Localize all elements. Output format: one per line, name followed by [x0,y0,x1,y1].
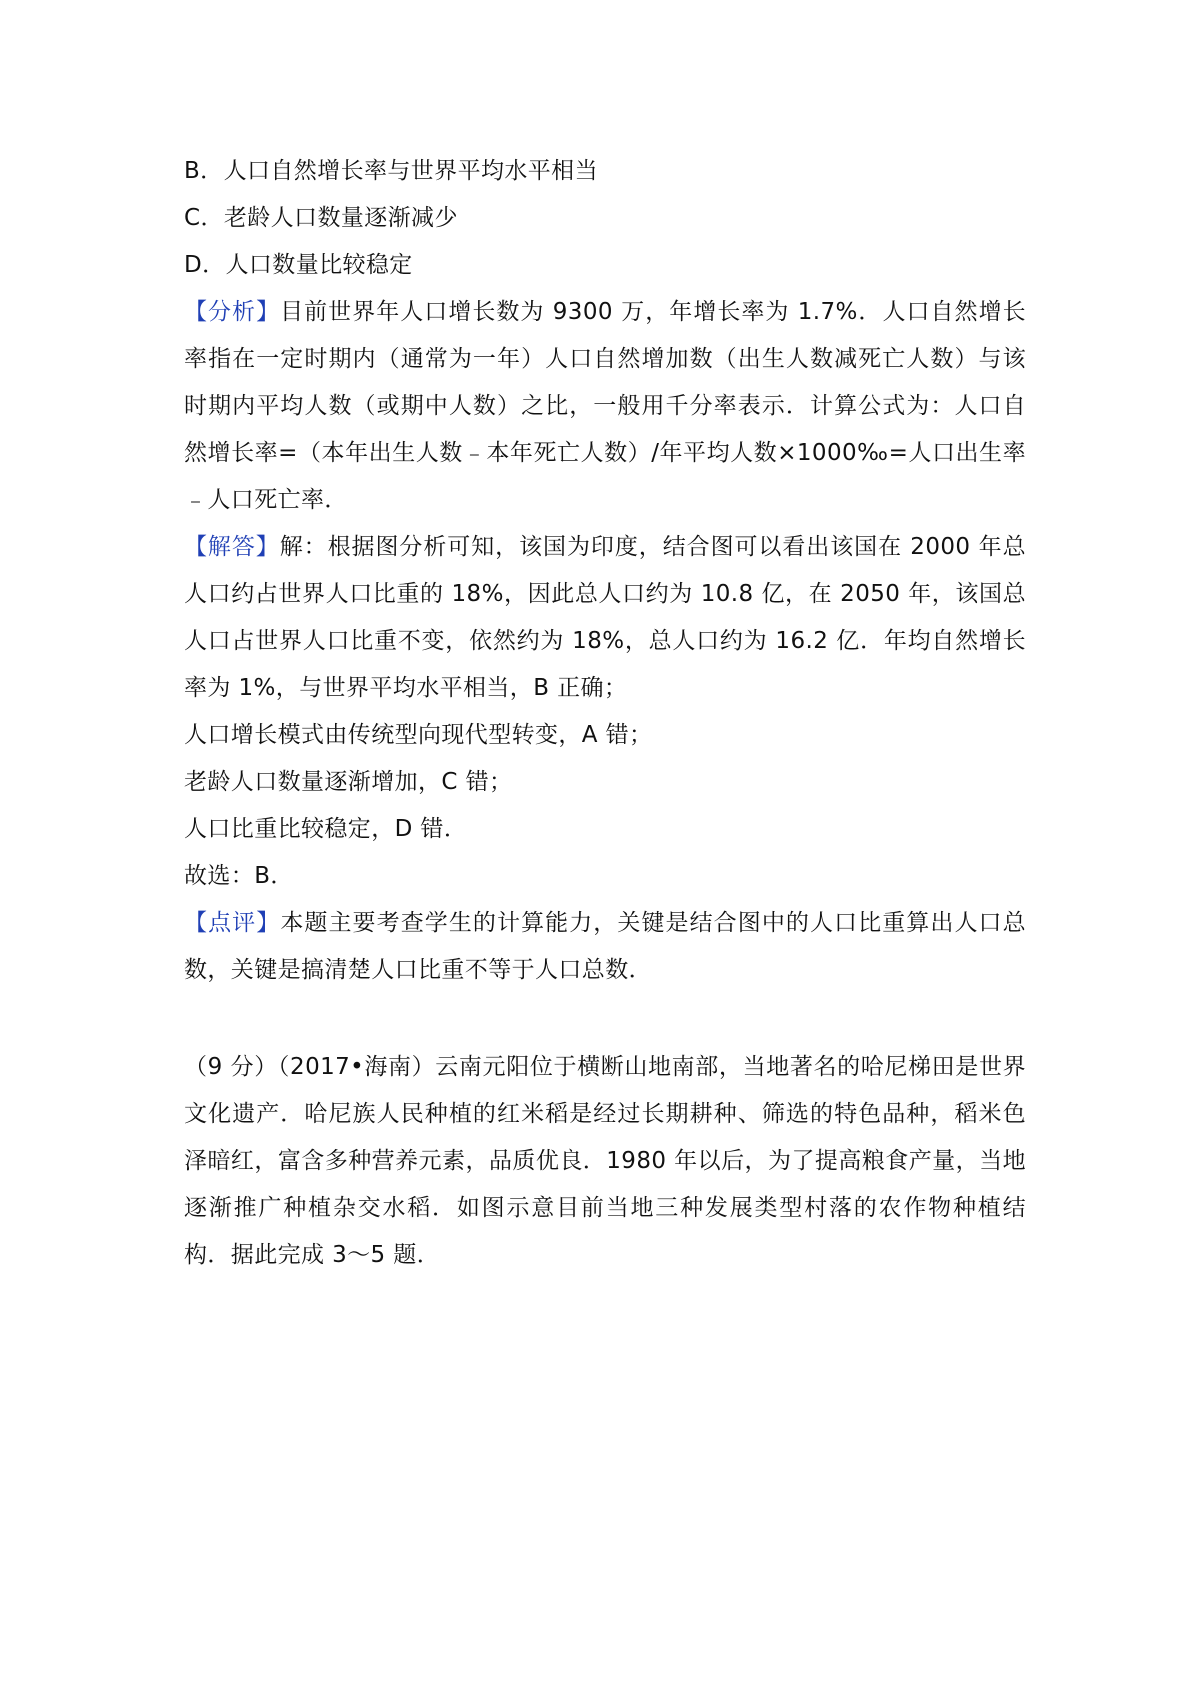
analysis-paragraph [184,289,1026,524]
answer-choice: 故选：B． [184,863,294,889]
analysis-tag: 【分析】 [184,299,281,325]
comment-paragraph [184,900,1026,994]
answer-tag: 【解答】 [184,534,280,560]
comment-text: 本题主要考查学生的计算能力，关键是结合图中的人口比重算出人口总数，关键是搞清楚人口比重不等于人口总数． [184,910,1026,983]
answer-paragraph [184,524,1026,712]
next-question-paragraph: （9 分）（2017•海南）云南元阳位于横断山地南部，当地著名的哈尼梯田是世界文化遗产．哈尼族人民种植的红米稻是经过长期耕种、筛选的特色品种，稻米色泽暗红，富含多种营养元素，品质优良．1980 年以后，为了提高粮食产量，当地逐渐推广种植杂交水稻．如图示意目前当地三种发展类型村落的农作物种植结构．据此完成 3～5 题． [184,1054,1026,1268]
option-b: B．人口自然增长率与世界平均水平相当 [184,158,598,184]
comment-tag: 【点评】 [184,910,281,936]
answer-line-c: 老龄人口数量逐渐增加，C 错； [184,769,513,795]
option-d: D．人口数量比较稳定 [184,252,413,278]
document-content [184,148,1026,1279]
option-c: C．老龄人口数量逐渐减少 [184,205,458,231]
answer-line-a: 人口增长模式由传统型向现代型转变，A 错； [184,722,653,748]
answer-text: 解：根据图分析可知，该国为印度，结合图可以看出该国在 2000 年总人口约占世界人口比重的 18%，因此总人口约为 10.8 亿，在 2050 年，该国总人口占世界人口比重不变，依然约为 18%，总人口约为 16.2 亿．年均自然增长率为 1%，与世界平均水平相当，B 正确； [184,534,1026,701]
section-gap [184,994,1026,1044]
answer-line-d: 人口比重比较稳定，D 错． [184,816,468,842]
analysis-text: 目前世界年人口增长数为 9300 万，年增长率为 1.7%．人口自然增长率指在一定时期内（通常为一年）人口自然增加数（出生人数减死亡人数）与该时期内平均人数（或期中人数）之比，一般用千分率表示．计算公式为：人口自然增长率=（本年出生人数﹣本年死亡人数）/年平均人数×1000‰=人口出生率﹣人口死亡率． [184,299,1026,513]
